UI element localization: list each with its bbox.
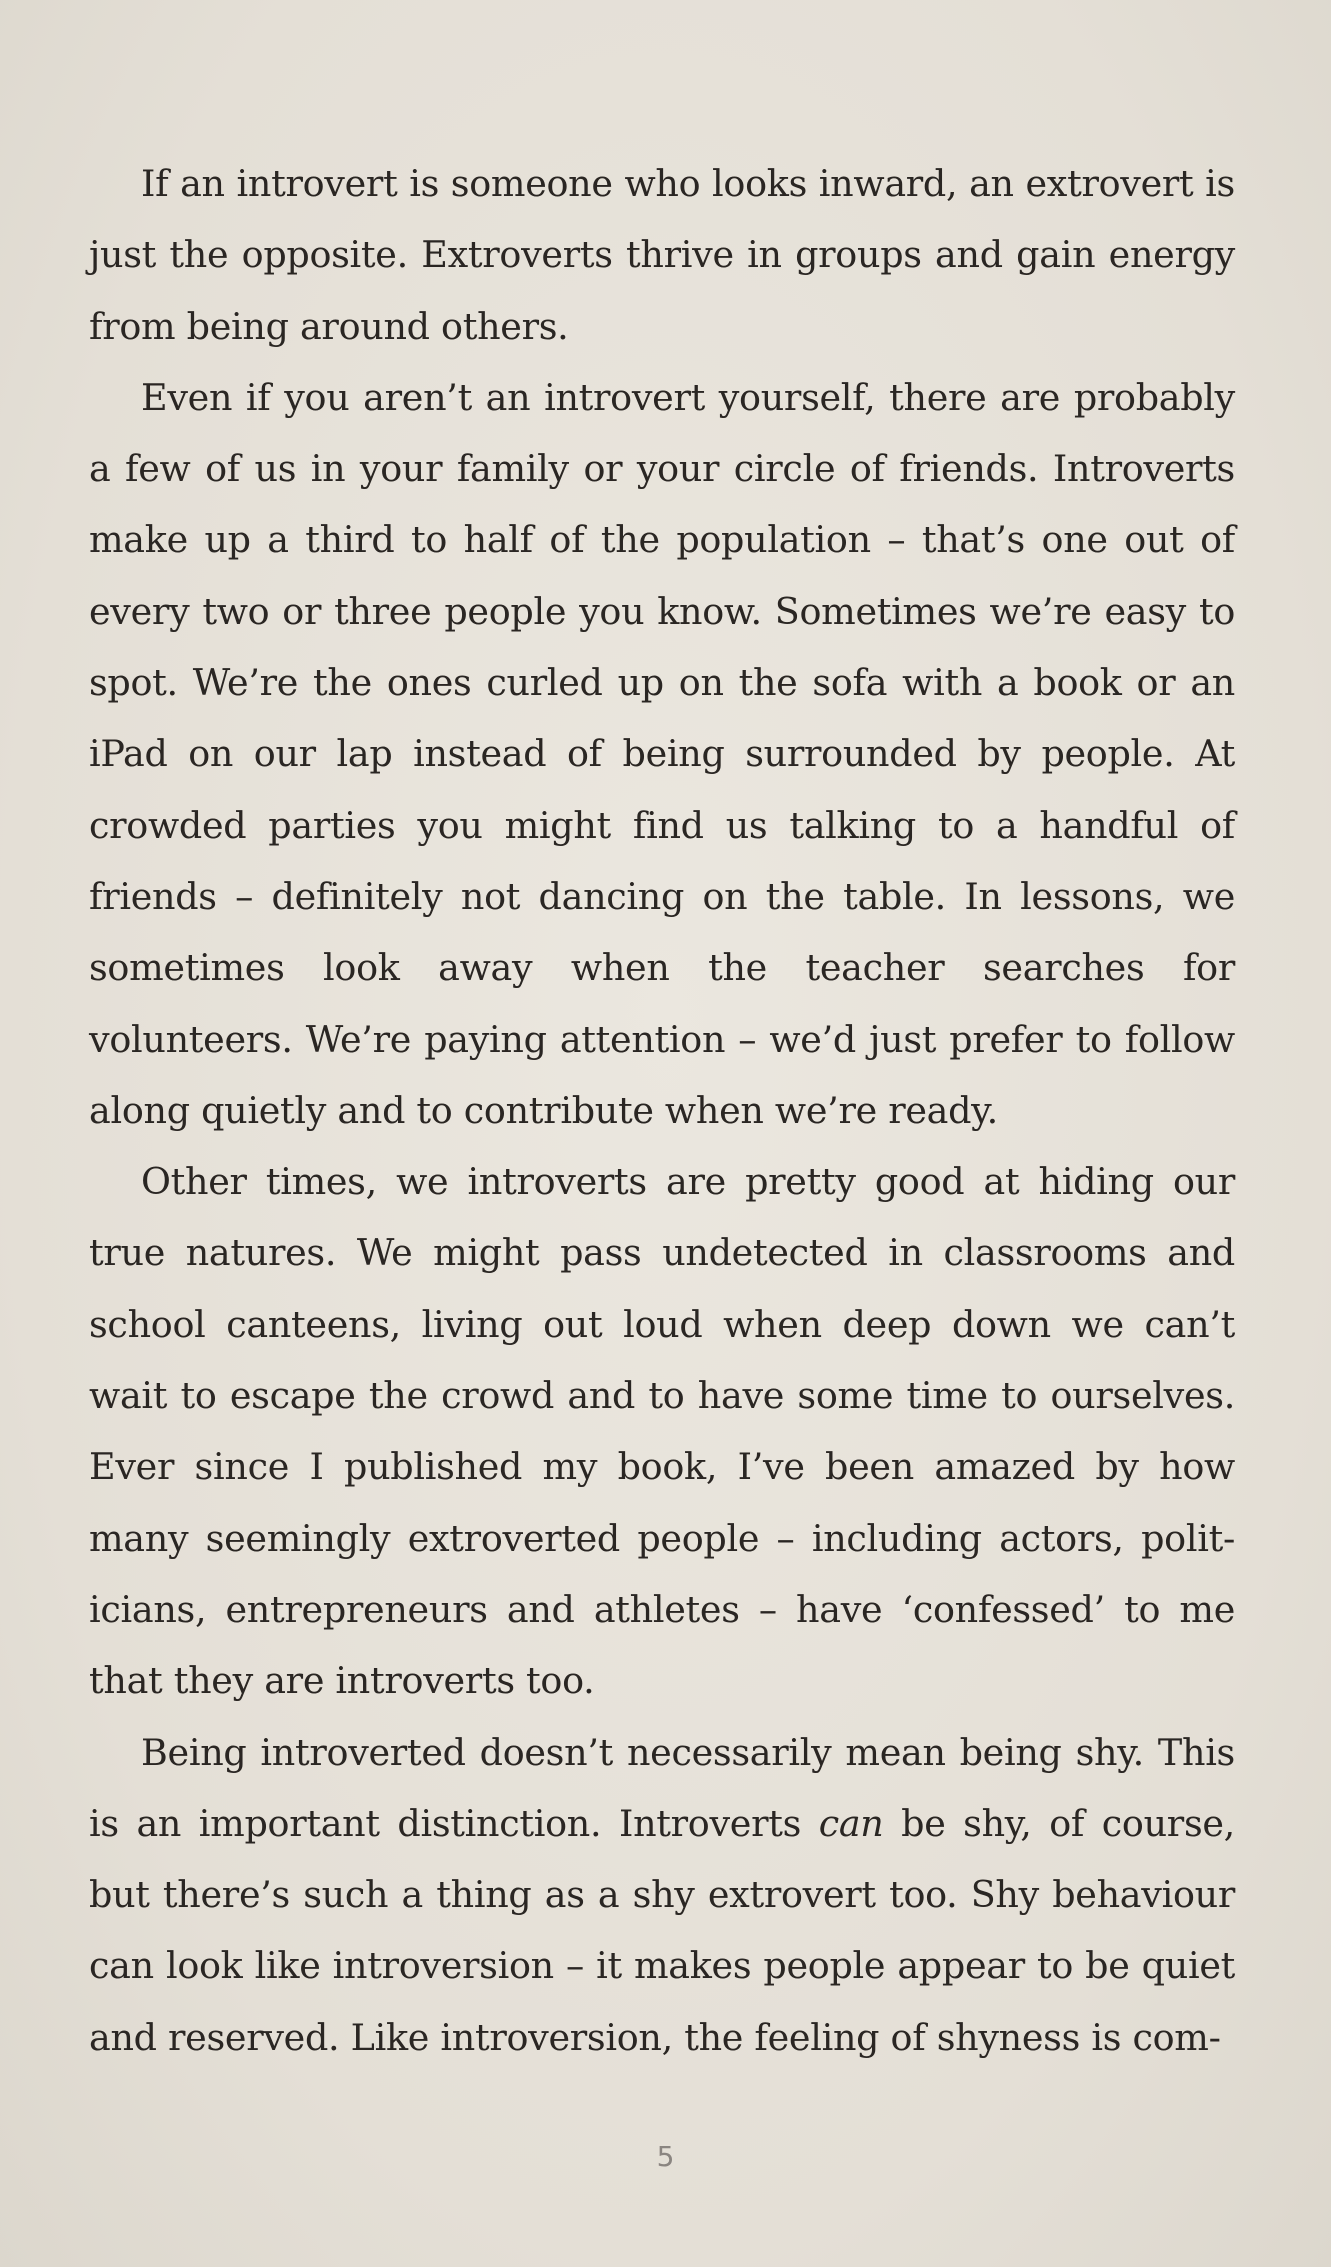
- paragraph-4: [89, 1717, 1235, 2073]
- paragraph-1: If an introvert is someone who looks inward, an extrovert is just the opposite. Extroverts thrive in groups and gain energy from being around others.: [89, 162, 1235, 348]
- paragraph-4-end: be shy, of course, but there’s such a thing as a shy extrovert too. Shy behaviour can look like introversion – it makes people appear to be quiet and reserved. Like introversion, the feeling of shyness is com-: [89, 1801, 1235, 2059]
- paragraph-4-start: Being introverted doesn’t necessarily mean being shy. This is an important distinction. Introverts: [89, 1730, 1235, 1845]
- paragraph-2: Even if you aren’t an introvert yourself, there are probably a few of us in your family or your circle of friends. Introverts make up a third to half of the population – that’s one out of every two or three people you know. Sometimes we’re easy to spot. We’re the ones curled up on the sofa with a book or an iPad on our lap instead of being surrounded by people. At crowded parties you might find us talking to a handful of friends – definitely not dancing on the table. In lessons, we sometimes look away when the teacher searches for volunteers. We’re paying attention – we’d just prefer to follow along quietly and to contribute when we’re ready.: [89, 375, 1235, 1132]
- page-number: 5: [656, 2140, 675, 2173]
- emphasized-word: can: [818, 1801, 884, 1845]
- paragraph-3: Other times, we introverts are pretty good at hiding our true natures. We might pass undetected in classrooms and school canteens, living out loud when deep down we can’t wait to escape the crowd and to have some time to ourselves. Ever since I published my book, I’ve been amazed by how many seemingly extroverted people – including actors, polit-icians, entrepreneurs and athletes – have ‘confessed’ to me that they are introverts too.: [89, 1160, 1235, 1703]
- body-text: [89, 148, 1235, 2073]
